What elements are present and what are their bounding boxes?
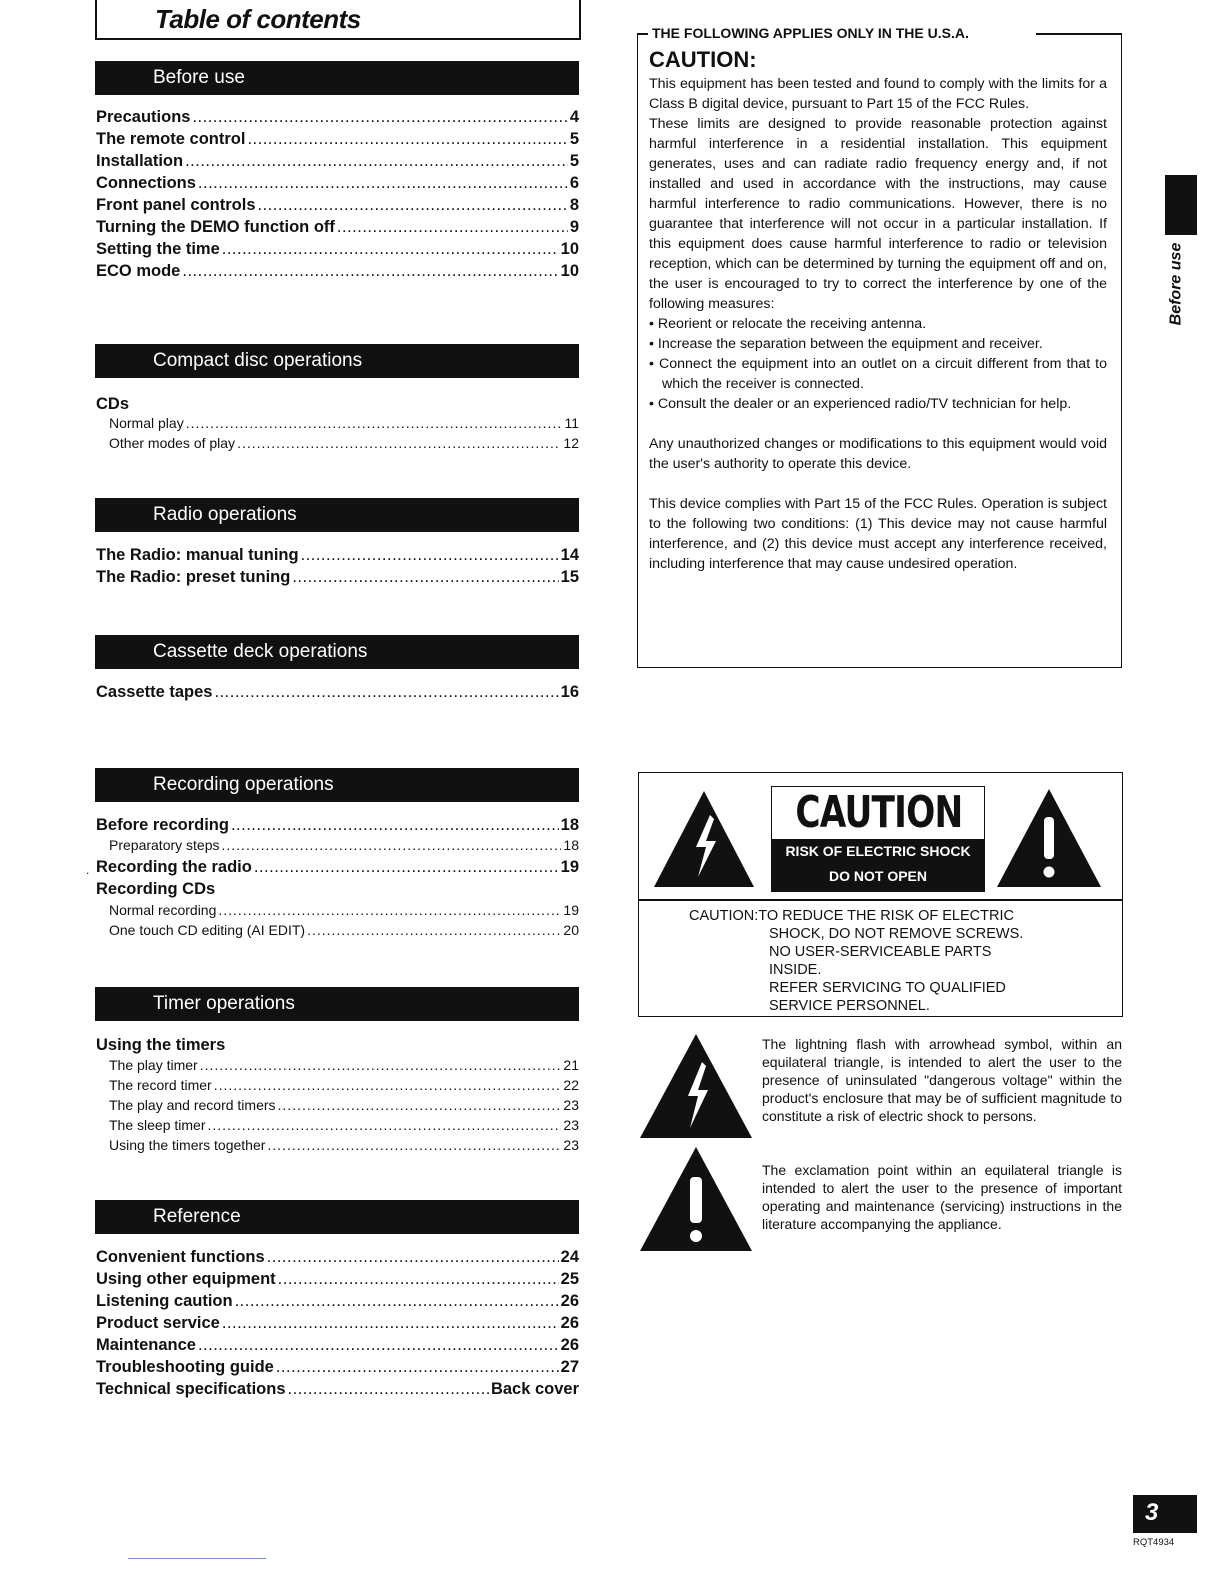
toc-title-box — [95, 0, 581, 40]
side-tab: Before use — [1167, 242, 1185, 326]
page-number: 3 — [1133, 1495, 1197, 1533]
toc-entry[interactable]: Cassette tapes ..... 16 — [96, 683, 579, 705]
toc-entry[interactable]: Convenient functions ..... 24 — [96, 1248, 579, 1270]
caution-label-word: CAUTION — [795, 787, 963, 838]
toc-entry[interactable]: Precautions ..... 4 — [96, 108, 579, 130]
toc-entry[interactable]: Technical specifications ..... Back cover — [96, 1380, 579, 1402]
toc-entry[interactable]: Normal play ..... 11 — [109, 415, 579, 435]
fcc-bullet: • Consult the dealer or an experienced radio/TV technician for help. — [649, 396, 1072, 412]
fcc-paragraph: This device complies with Part 15 of the FCC Rules. Operation is subject to the following two conditions: (1) This device may not cause harmful interference, and (2) this device must accept any interference received, including interference that may cause undesired operation. — [649, 496, 1107, 572]
toc-entry[interactable]: Maintenance ..... 26 — [96, 1336, 579, 1358]
toc-entry[interactable]: Normal recording ..... 19 — [109, 902, 579, 922]
caution-label-text: CAUTION:TO REDUCE THE RISK OF ELECTRIC SHOCK, DO NOT REMOVE SCREWS. NO USER-SERVICEABLE PARTS INSIDE. REFER SERVICING TO QUALIFIED SERVICE PERSONNEL. — [689, 908, 1024, 1014]
fcc-paragraph: Any unauthorized changes or modifications to this equipment would void the user's authority to operate this device. — [649, 436, 1107, 472]
section-bar-cassette: Cassette deck operations — [95, 635, 579, 669]
toc-entry[interactable]: The sleep timer ..... 23 — [109, 1117, 579, 1137]
toc-group-cds: CDs — [96, 395, 130, 413]
section-bar-radio: Radio operations — [95, 498, 579, 532]
toc-entry[interactable]: Preparatory steps ..... 18 — [109, 837, 579, 857]
toc-entry[interactable]: Product service ..... 26 — [96, 1314, 579, 1336]
caution-label-warning: RISK OF ELECTRIC SHOCK DO NOT OPEN — [772, 839, 984, 891]
toc-entry[interactable]: Connections ..... 6 — [96, 174, 579, 196]
toc-entry[interactable]: Listening caution ..... 26 — [96, 1292, 579, 1314]
lightning-triangle-icon — [638, 1032, 754, 1140]
toc-entry[interactable]: The remote control ..... 5 — [96, 130, 579, 152]
side-tab-marker — [1165, 175, 1197, 235]
document-code: RQT4934 — [1133, 1537, 1175, 1548]
section-bar-reference: Reference — [95, 1200, 579, 1234]
toc-title: Table of contents — [155, 4, 361, 34]
toc-entry[interactable]: Setting the time ..... 10 — [96, 240, 579, 262]
caution-label — [771, 786, 985, 892]
toc-entry[interactable]: One touch CD editing (AI EDIT) ..... 20 — [109, 922, 579, 942]
fcc-bullet: • Connect the equipment into an outlet on a circuit different from that to which the receiver is connected. — [649, 356, 1107, 392]
lightning-triangle-icon — [652, 789, 756, 889]
toc-group-recording-cds: Recording CDs — [96, 880, 216, 898]
exclamation-triangle-icon — [638, 1145, 754, 1253]
fcc-header: THE FOLLOWING APPLIES ONLY IN THE U.S.A. — [648, 25, 973, 41]
fcc-caution-heading: CAUTION: — [649, 47, 757, 72]
toc-entry[interactable]: Using the timers together ..... 23 — [109, 1137, 579, 1157]
toc-group-timers: Using the timers — [96, 1036, 226, 1054]
toc-entry[interactable]: Before recording ..... 18 — [96, 816, 579, 838]
section-bar-timer: Timer operations — [95, 987, 579, 1021]
toc-entry[interactable]: The Radio: manual tuning ..... 14 — [96, 546, 579, 568]
toc-entry[interactable]: Troubleshooting guide ..... 27 — [96, 1358, 579, 1380]
toc-entry[interactable]: The Radio: preset tuning ..... 15 — [96, 568, 579, 590]
footer-line — [128, 1558, 266, 1559]
stray-mark: . — [86, 863, 90, 877]
toc-entry[interactable]: Using other equipment ..... 25 — [96, 1270, 579, 1292]
fcc-bullet: • Reorient or relocate the receiving antenna. — [649, 316, 927, 332]
exclamation-symbol-description: The exclamation point within an equilateral triangle is intended to alert the user to the presence of important operating and maintenance (servicing) instructions in the literature accompanying the appliance. — [762, 1162, 1122, 1232]
exclamation-triangle-icon — [995, 787, 1103, 889]
toc-entry[interactable]: The play and record timers ..... 23 — [109, 1097, 579, 1117]
section-bar-compact-disc: Compact disc operations — [95, 344, 579, 378]
fcc-paragraph: This equipment has been tested and found to comply with the limits for a Class B digital device, pursuant to Part 15 of the FCC Rules. — [649, 76, 1107, 112]
toc-entry[interactable]: Turning the DEMO function off ..... 9 — [96, 218, 579, 240]
toc-entry[interactable]: ECO mode ..... 10 — [96, 262, 579, 284]
caution-label-box — [638, 772, 1123, 1017]
toc-entry[interactable]: The play timer ..... 21 — [109, 1057, 579, 1077]
toc-entry[interactable]: Recording the radio ..... 19 — [96, 858, 579, 880]
fcc-notice-box — [637, 25, 1122, 668]
fcc-paragraph: These limits are designed to provide reasonable protection against harmful interference in a residential installation. This equipment generates, uses and can radiate radio frequency energy and, if not installed and used in accordance with the instructions, may cause harmful interference to radio communications. However, there is no guarantee that interference will not occur in a particular installation. If this equipment does cause harmful interference to radio or television reception, which can be determined by turning the equipment off and on, the user is encouraged to try to correct the interference by one of the following measures: — [649, 116, 1107, 312]
section-bar-recording: Recording operations — [95, 768, 579, 802]
toc-entry[interactable]: The record timer ..... 22 — [109, 1077, 579, 1097]
toc-entry[interactable]: Front panel controls ..... 8 — [96, 196, 579, 218]
toc-entry[interactable]: Other modes of play ..... 12 — [109, 435, 579, 455]
fcc-bullet: • Increase the separation between the equipment and receiver. — [649, 336, 1043, 352]
section-bar-before-use: Before use — [95, 61, 579, 95]
toc-entry[interactable]: Installation ..... 5 — [96, 152, 579, 174]
fcc-body — [649, 74, 1107, 574]
lightning-symbol-description: The lightning flash with arrowhead symbol, within an equilateral triangle, is intended to alert the user to the presence of uninsulated "dangerous voltage" within the product's enclosure that may be of sufficient magnitude to constitute a risk of electric shock to persons. — [762, 1036, 1122, 1124]
